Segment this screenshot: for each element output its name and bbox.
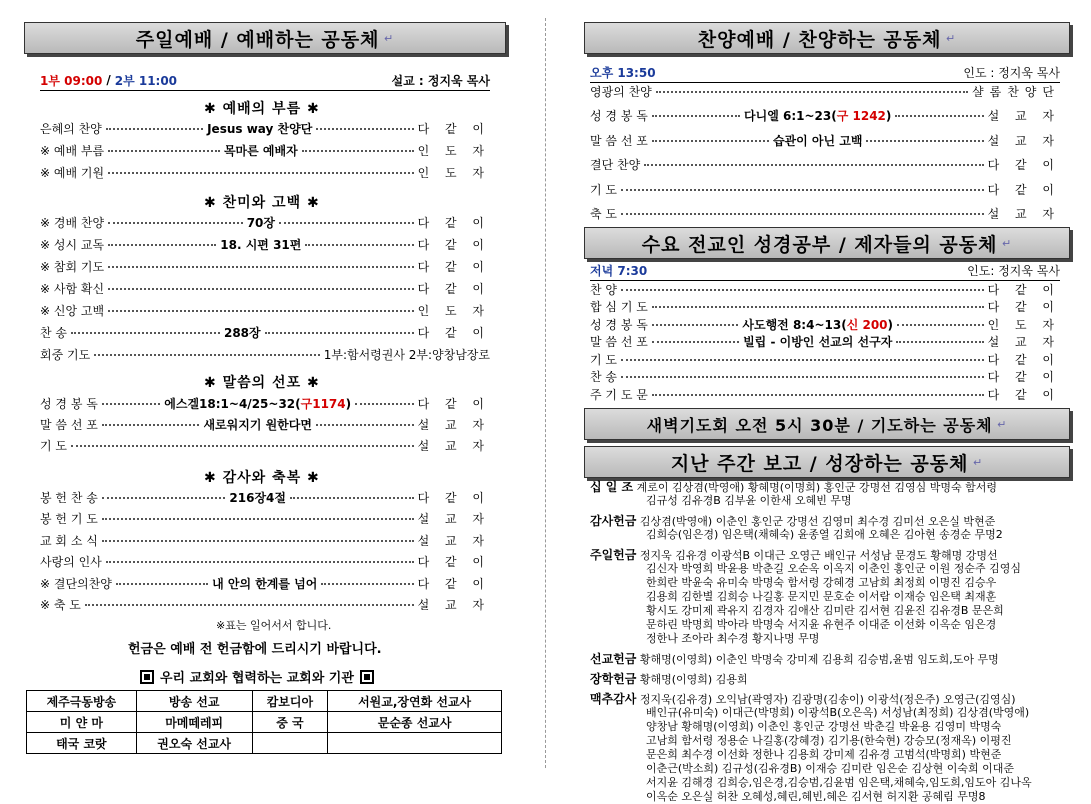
paragraph-mark-icon: ↵ <box>379 31 395 45</box>
order-row <box>40 322 490 342</box>
dot-leader <box>621 288 984 291</box>
order-label: 봉 헌 찬 송 <box>40 490 98 505</box>
order-responsible: 설 교 자 <box>987 109 1061 123</box>
sunday-worship-header <box>24 22 506 54</box>
order-label: ※ 경배 찬양 <box>40 215 105 230</box>
order-row <box>40 595 490 615</box>
section-thanks-title: 감사와 축복 <box>222 470 302 486</box>
order-item: 사도행전 8:4~13 <box>742 317 842 332</box>
order-label: 회중 기도 <box>40 347 91 362</box>
report-names: 계로이 김상겸(박영애) 황혜명(이명희) 홍인군 강명선 김영심 박명숙 함서령 <box>636 481 998 494</box>
order-label: 봉 헌 기 도 <box>40 512 98 526</box>
order-label: 사랑의 인사 <box>40 555 102 569</box>
hymnal-ref: (구1174) <box>295 396 352 411</box>
order-item: 에스겔18:1~4/25~32 <box>164 396 296 411</box>
order-row <box>590 179 1060 199</box>
partner-cell: 권오숙 선교사 <box>136 733 252 754</box>
dot-leader <box>108 243 216 246</box>
wednesday-time: 저녁 7:30 <box>590 263 648 278</box>
dot-leader <box>652 323 739 326</box>
order-row <box>40 487 490 507</box>
order-responsible: 설 교 자 <box>417 417 491 432</box>
report-line <box>590 790 986 804</box>
praise-worship-header <box>584 22 1070 54</box>
order-responsible: 다 같 이 <box>987 182 1060 197</box>
order-row <box>590 130 1060 150</box>
service-time-row <box>40 70 490 91</box>
praise-leader: 인도 : 정지욱 목사 <box>963 65 1060 80</box>
partners-row <box>27 691 502 712</box>
order-responsible: 설 교 자 <box>417 438 490 453</box>
hymnal-ref: (신 200) <box>841 317 894 332</box>
report-names: 황시도 강미제 곽유지 김경자 김애산 김미란 김서현 김윤진 김유경B 문은희 <box>646 604 1004 617</box>
order-responsible: 다 같 이 <box>417 121 491 136</box>
dot-leader <box>265 331 414 334</box>
order-item: 70장 <box>246 215 275 230</box>
section-praise-title: 찬미와 고백 <box>222 195 302 211</box>
standing-note: ※표는 일어서서 합니다. <box>216 619 332 632</box>
report-names: 문하린 박명희 박아라 박명숙 서지윤 유현주 이대준 이선화 이옥순 임은경 <box>646 618 997 631</box>
report-category: 주일헌금 <box>590 548 637 562</box>
order-row <box>40 256 490 276</box>
order-row <box>40 530 490 550</box>
wednesday-title: 수요 전교인 성경공부 / 제자들의 공동체 <box>641 233 998 256</box>
partner-cell: 미 얀 마 <box>27 712 137 733</box>
order-label: 축 도 <box>590 207 617 221</box>
dot-leader <box>897 323 984 326</box>
order-responsible: 다 같 이 <box>417 396 490 411</box>
dot-leader <box>108 287 414 290</box>
order-responsible: 설 교 자 <box>417 533 490 548</box>
dot-leader <box>279 221 414 224</box>
hymnal-ref-number: 신 200 <box>846 317 888 332</box>
order-responsible: 다 같 이 <box>417 490 490 505</box>
dot-leader <box>94 353 320 356</box>
order-item: 목마른 예배자 <box>223 143 298 158</box>
order-responsible: 다 같 이 <box>417 259 490 274</box>
square-bullet-icon <box>360 670 374 684</box>
partners-table <box>26 690 502 754</box>
dot-leader <box>656 90 968 93</box>
order-responsible: 다 같 이 <box>417 576 490 591</box>
weekly-report-header <box>584 446 1070 478</box>
order-row <box>590 81 1060 101</box>
dot-leader <box>652 393 984 396</box>
order-label: ※ 사함 확신 <box>40 281 105 296</box>
order-row <box>40 234 490 254</box>
weekly-report-title: 지난 주간 보고 / 성장하는 공동체 <box>670 452 969 475</box>
order-label: 기 도 <box>40 438 67 453</box>
order-row <box>40 414 490 434</box>
order-label: 기 도 <box>590 352 617 367</box>
paragraph-mark-icon: ↵ <box>992 417 1008 431</box>
dawn-prayer-header <box>584 408 1070 440</box>
report-line <box>590 590 996 604</box>
order-responsible: 다 같 이 <box>417 555 490 569</box>
report-line <box>590 692 1016 707</box>
order-row <box>40 300 490 320</box>
report-category: 장학헌금 <box>590 672 637 686</box>
order-label: 성 경 봉 독 <box>590 317 648 332</box>
paragraph-mark-icon: ↵ <box>997 236 1013 250</box>
order-label: 교 회 소 식 <box>40 533 98 548</box>
order-responsible: 인 도 자 <box>987 317 1061 332</box>
report-names: 정한나 조아라 최수경 황지나명 무명 <box>646 632 820 645</box>
square-bullet-icon <box>140 670 154 684</box>
dot-leader <box>321 582 413 585</box>
report-names: 김상겸(박영애) 이춘인 홍인군 강명선 김영미 최수경 김미선 오은실 박현준 <box>639 515 996 528</box>
dot-leader <box>621 375 984 378</box>
partner-cell: 문순종 선교사 <box>328 712 502 733</box>
order-label: 말 씀 선 포 <box>590 133 648 148</box>
dot-leader <box>290 496 414 499</box>
order-row <box>40 212 490 232</box>
order-responsible: 설 교 자 <box>417 598 490 612</box>
report-names: 이옥순 오은실 허찬 오혜성,혜린,혜빈,혜은 김서현 허지환 공혜림 무명8 <box>646 790 986 803</box>
dot-leader <box>108 149 220 152</box>
order-responsible: 다 같 이 <box>987 282 1060 297</box>
report-names: 배인규(유미숙) 이대근(박명희) 이광석B(오은옥) 서성남(최정희) 김상겸(박영애) <box>646 706 1030 719</box>
report-line <box>590 528 1003 542</box>
dawn-prayer-title: 새벽기도회 오전 5시 30분 / 기도하는 공동체 <box>646 415 993 435</box>
partner-cell: 마메떼레피 <box>136 712 252 733</box>
offering-note: 헌금은 예배 전 헌금함에 드리시기 바랍니다. <box>128 642 382 657</box>
order-label: ※ 예배 부름 <box>40 143 105 158</box>
dot-leader <box>102 539 414 542</box>
order-label: ※ 신앙 고백 <box>40 303 105 318</box>
dot-leader <box>316 127 413 130</box>
order-responsible: 샬롬찬양단 <box>972 84 1060 99</box>
hymnal-ref: (구 1242) <box>831 109 892 123</box>
preacher: 설교 : 정지욱 목사 <box>391 73 490 88</box>
order-label: ※ 축 도 <box>40 598 81 612</box>
report-category: 맥추감사 <box>590 692 637 706</box>
order-responsible: 인 도 자 <box>417 303 490 318</box>
order-responsible: 다 같 이 <box>417 325 490 340</box>
wednesday-header <box>584 227 1070 259</box>
order-label: 은혜의 찬양 <box>40 121 102 136</box>
dot-leader <box>316 423 414 426</box>
order-label: 성 경 봉 독 <box>40 396 98 411</box>
report-category: 감사헌금 <box>590 514 637 528</box>
hymnal-ref-number: 구 1242 <box>836 109 886 123</box>
dot-leader <box>621 358 984 361</box>
section-word-title: 말씀의 선포 <box>222 375 302 391</box>
order-label: 결단 찬양 <box>590 158 641 172</box>
dot-leader <box>305 243 413 246</box>
order-responsible: 1부:함서령권사 2부:양창남장로 <box>323 347 490 362</box>
order-row <box>590 204 1060 224</box>
partners-title: 우리 교회와 협력하는 교회와 기관 <box>160 671 354 686</box>
order-responsible: 다 같 이 <box>987 300 1060 314</box>
order-responsible: 다 같 이 <box>987 387 1060 402</box>
report-names: 서지윤 김해경 김희승,임은경,김승범,김윤범 임은택,채혜숙,임도희,임도아 김나옥 <box>646 776 1032 789</box>
order-responsible: 인 도 자 <box>417 143 491 158</box>
report-names: 김용희 김한별 김희승 나길홍 문지민 문호순 이서람 이재승 임은택 최재훈 <box>646 590 997 603</box>
dot-leader <box>102 402 160 405</box>
order-responsible: 인 도 자 <box>417 165 490 180</box>
order-row <box>40 435 490 455</box>
order-responsible: 다 같 이 <box>417 215 491 230</box>
dot-leader <box>108 309 414 312</box>
report-names: 정지욱(김유경) 오익남(곽영자) 김광명(김송이) 이광석(정은주) 오영근(김영심) <box>639 693 1016 706</box>
dot-leader <box>652 340 739 343</box>
service-time-1: 1부 09:00 <box>40 73 103 88</box>
dot-leader <box>644 163 983 166</box>
report-line <box>590 652 999 667</box>
partners-heading <box>140 667 374 686</box>
order-label: 기 도 <box>590 182 617 197</box>
report-line <box>590 576 996 590</box>
section-praise-heading: ✱ 찬미와 고백 ✱ <box>204 195 320 211</box>
wednesday-time-row <box>590 260 1060 281</box>
order-item: 216장4절 <box>229 490 286 505</box>
report-line <box>590 548 998 563</box>
partner-cell: 방송 선교 <box>136 691 252 712</box>
report-names: 이춘근(박소희) 김규성(김유경B) 이재승 김미란 임은순 김상현 이숙희 이대준 <box>646 762 1014 775</box>
dot-leader <box>302 149 414 152</box>
dot-leader <box>71 331 220 334</box>
order-label: ※ 성시 교독 <box>40 237 105 252</box>
order-row <box>40 552 490 572</box>
service-time-separator: / <box>106 73 111 87</box>
order-item: 습관이 아닌 고백 <box>772 133 863 148</box>
order-responsible: 다 같 이 <box>987 352 1060 367</box>
dot-leader <box>108 265 414 268</box>
paragraph-mark-icon: ↵ <box>968 455 984 469</box>
order-label: 주 기 도 문 <box>590 387 648 402</box>
praise-time-row <box>590 62 1060 83</box>
hymnal-ref-number: 구1174 <box>300 396 346 411</box>
column-divider <box>545 18 546 768</box>
dot-leader <box>896 340 983 343</box>
service-time-2: 2부 11:00 <box>114 73 178 88</box>
dot-leader <box>652 139 769 142</box>
report-names: 고남희 함서령 정용순 나길홍(강혜경) 김기용(한숙현) 강승모(정재옥) 이평진 <box>646 734 1012 747</box>
order-label: 찬 양 <box>590 282 617 297</box>
section-call-heading: ✱ 예배의 부름 ✱ <box>204 101 320 117</box>
order-label: ※ 예배 기원 <box>40 165 105 180</box>
order-responsible: 설 교 자 <box>987 335 1060 349</box>
report-names: 문은희 최수경 이선화 정한나 김용희 강미제 김유경 고범석(박명희) 박현준 <box>646 748 1002 761</box>
report-line <box>590 604 1004 618</box>
order-row <box>40 118 490 138</box>
partner-cell: 태국 코랏 <box>27 733 137 754</box>
order-label: ※ 참회 기도 <box>40 259 105 274</box>
report-line <box>590 494 852 508</box>
dot-leader <box>102 517 414 520</box>
order-responsible: 다 같 이 <box>987 158 1060 172</box>
report-line <box>590 762 1014 776</box>
order-item: 다니엘 6:1~23 <box>744 109 832 123</box>
praise-time: 오후 13:50 <box>590 65 656 80</box>
order-item: 빌립 - 이방인 선교의 선구자 <box>743 335 893 349</box>
dot-leader <box>85 603 414 606</box>
report-names: 정지욱 김유경 이광석B 이대근 오영근 배인규 서성남 문경도 황해명 강명선 <box>639 549 998 562</box>
report-category: 십 일 조 <box>590 480 634 494</box>
report-names: 김규성 김유경B 김부윤 이한새 오혜빈 무명 <box>646 494 852 507</box>
order-label: ※ 결단의찬양 <box>40 576 112 591</box>
report-line <box>590 734 1012 748</box>
partner-cell <box>252 733 328 754</box>
order-responsible: 다 같 이 <box>987 370 1060 384</box>
partners-row <box>27 712 502 733</box>
dot-leader <box>116 582 208 585</box>
dot-leader <box>652 114 740 117</box>
order-label: 성 경 봉 독 <box>590 109 648 123</box>
order-responsible: 다 같 이 <box>417 281 490 296</box>
order-label: 말 씀 선 포 <box>590 335 648 349</box>
dot-leader <box>102 423 200 426</box>
report-names: 김신자 박영희 박윤용 박춘길 오순옥 이옥지 이춘인 홍인군 이원 정순주 김영심 <box>646 562 1021 575</box>
order-row <box>40 278 490 298</box>
dot-leader <box>108 221 243 224</box>
order-label: 찬 송 <box>40 325 67 340</box>
order-item: 18. 시편 31편 <box>220 237 302 252</box>
dot-leader <box>71 444 414 447</box>
order-label: 합 심 기 도 <box>590 300 648 314</box>
dot-leader <box>108 171 414 174</box>
section-thanks-heading: ✱ 감사와 축복 ✱ <box>204 470 320 486</box>
order-label: 찬 송 <box>590 370 617 384</box>
section-call-title: 예배의 부름 <box>222 101 302 117</box>
dot-leader <box>621 188 984 191</box>
order-item: Jesus way 찬양단 <box>207 121 313 136</box>
order-row <box>40 140 490 160</box>
report-line <box>590 720 1001 734</box>
report-line <box>590 632 819 646</box>
report-names: 김희승(임은경) 임은택(채혜숙) 윤종열 김희애 오혜은 김아현 송경순 무명2 <box>646 528 1003 541</box>
partner-cell: 서원교,장연화 선교사 <box>328 691 502 712</box>
section-word-heading: ✱ 말씀의 선포 ✱ <box>204 375 320 391</box>
report-category: 선교헌금 <box>590 652 637 666</box>
paragraph-mark-icon: ↵ <box>941 31 957 45</box>
order-label: 말 씀 선 포 <box>40 417 98 432</box>
order-responsible: 설 교 자 <box>417 512 490 526</box>
order-row <box>590 155 1060 175</box>
dot-leader <box>355 402 413 405</box>
order-responsible: 설 교 자 <box>987 133 1061 148</box>
report-line <box>590 748 1001 762</box>
report-names: 황해명(이영희) 김용희 <box>639 673 748 686</box>
order-row <box>40 344 490 364</box>
dot-leader <box>621 212 984 215</box>
report-line <box>590 480 997 495</box>
dot-leader <box>102 496 226 499</box>
report-names: 한희란 박윤숙 유미숙 박명숙 함서령 강혜경 고남희 최정희 이명진 김승우 <box>646 576 997 589</box>
report-line <box>590 514 995 529</box>
partner-cell: 캄보디아 <box>252 691 328 712</box>
partner-cell <box>328 733 502 754</box>
wednesday-leader: 인도: 정지욱 목사 <box>967 263 1060 278</box>
report-line <box>590 618 996 632</box>
report-names: 황해명(이영희) 이춘인 박명숙 강미제 김용희 김승범,윤범 임도희,도아 무명 <box>639 653 999 666</box>
partner-cell: 중 국 <box>252 712 328 733</box>
report-line <box>590 706 1029 720</box>
dot-leader <box>895 114 983 117</box>
partners-row <box>27 733 502 754</box>
praise-worship-title: 찬양예배 / 찬양하는 공동체 <box>697 28 942 51</box>
order-item: 새로워지기 원한다면 <box>203 417 312 432</box>
report-names: 양창남 황해명(이영희) 이춘인 홍인군 강명선 박춘길 박윤용 김영미 박명숙 <box>646 720 1002 733</box>
report-line <box>590 562 1021 576</box>
order-row <box>590 384 1060 404</box>
order-item: 내 안의 한계를 넘어 <box>212 576 318 591</box>
order-row <box>40 509 490 529</box>
dot-leader <box>106 127 203 130</box>
dot-leader <box>106 560 414 563</box>
dot-leader <box>652 305 984 308</box>
order-responsible: 다 같 이 <box>417 237 490 252</box>
sunday-worship-title: 주일예배 / 예배하는 공동체 <box>135 28 380 51</box>
order-row <box>40 573 490 593</box>
dot-leader <box>866 139 983 142</box>
order-responsible: 설 교 자 <box>987 207 1060 221</box>
partner-cell: 제주극동방송 <box>27 691 137 712</box>
order-item: 288장 <box>223 325 261 340</box>
report-line <box>590 672 748 687</box>
order-row <box>40 393 490 413</box>
order-row <box>590 106 1060 126</box>
order-label: 영광의 찬양 <box>590 84 652 99</box>
order-row <box>40 162 490 182</box>
report-line <box>590 776 1032 790</box>
